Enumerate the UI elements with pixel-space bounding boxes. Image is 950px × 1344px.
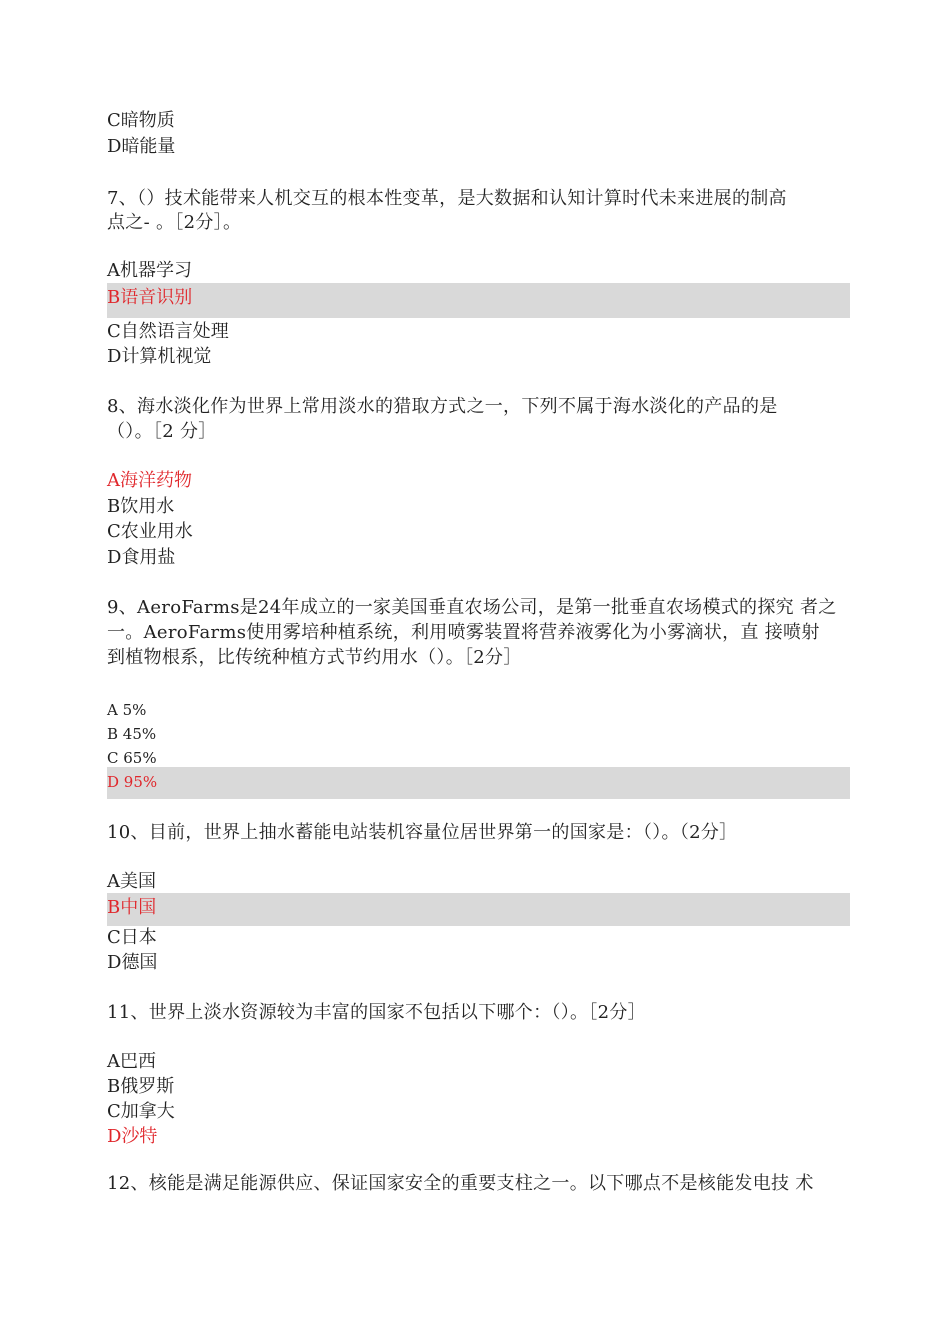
q11-option-c: C加拿大 [107,1101,175,1122]
q9-text-line-3: 到植物根系，比传统种植方式节约用水（）。［2分］ [107,647,522,668]
q8-option-a-correct: A海洋药物 [107,470,192,491]
q7-option-b-correct: B语音识别 [107,283,850,318]
q7-text-line-2: 点之- 。［2分］。 [107,212,242,233]
q8-option-d: D食用盐 [107,547,176,568]
q10-text: 10、目前，世界上抽水蓄能电站装机容量位居世界第一的国家是：（）。（2分］ [107,822,738,843]
q9-option-d-correct: D 95% [107,767,850,799]
q12-text: 12、核能是满足能源供应、保证国家安全的重要支柱之一。以下哪点不是核能发电技 术 [107,1173,814,1194]
q8-option-c: C农业用水 [107,521,193,542]
q6-option-c: C暗物质 [107,110,175,131]
q6-option-d: D暗能量 [107,136,176,157]
q9-option-a: A 5% [107,701,147,719]
q11-option-a: A巴西 [107,1051,156,1072]
q11-text: 11、世界上淡水资源较为丰富的国家不包括以下哪个：（）。［2分］ [107,1002,646,1023]
q9-option-b: B 45% [107,725,157,743]
q10-option-a: A美国 [107,871,156,892]
q8-option-b: B饮用水 [107,496,175,517]
q7-option-d: D计算机视觉 [107,346,212,367]
q9-text-line-1: 9、AeroFarms是24年成立的一家美国垂直农场公司，是第一批垂直农场模式的探究 者之 [107,597,837,618]
q7-text-line-1: 7、（）技术能带来人机交互的根本性变革，是大数据和认知计算时代未来进展的制高 [107,188,787,209]
q10-option-b-correct: B中国 [107,893,850,926]
q8-text-line-1: 8、海水淡化作为世界上常用淡水的猎取方式之一，下列不属于海水淡化的产品的是 [107,396,778,417]
q11-option-b: B俄罗斯 [107,1076,175,1097]
q7-option-c: C自然语言处理 [107,321,229,342]
q9-option-c: C 65% [107,749,157,767]
q10-option-d: D德国 [107,952,158,973]
q11-option-d-correct: D沙特 [107,1126,158,1147]
q7-option-a: A机器学习 [107,260,192,281]
q9-text-line-2: 一。AeroFarms使用雾培种植系统，利用喷雾装置将营养液雾化为小雾滴状，直 接喷射 [107,622,820,643]
q8-text-line-2: （）。［2 分］ [107,421,217,442]
q10-option-c: C日本 [107,927,157,948]
